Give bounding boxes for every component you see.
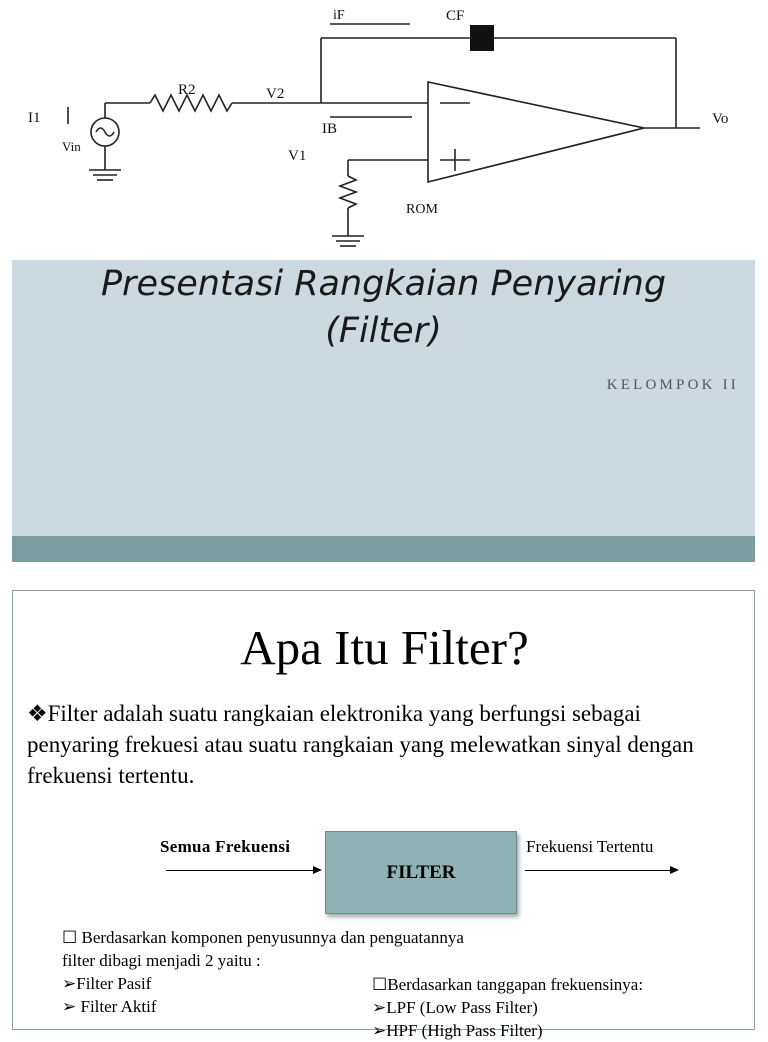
label-i1: I1 <box>28 110 41 126</box>
filter-box-label: FILTER <box>386 861 456 883</box>
left-list-item: ➢Filter Pasif <box>62 974 152 993</box>
label-vo: Vo <box>712 111 729 127</box>
right-list-item: ➢LPF (Low Pass Filter) <box>372 998 538 1017</box>
input-label: Semua Frekuensi <box>160 837 291 856</box>
bottom-band <box>12 536 755 562</box>
capacitor-cf-icon <box>470 25 494 51</box>
label-v1: V1 <box>288 148 307 164</box>
label-cf: CF <box>446 8 465 24</box>
slide-title-line1: Presentasi Rangkaian Penyaring <box>100 264 667 304</box>
label-rom: ROM <box>406 202 438 217</box>
slide-subtitle: KELOMPOK II <box>606 377 739 393</box>
output-arrow <box>525 870 673 871</box>
filter-box <box>325 831 517 914</box>
right-list-item: ➢HPF (High Pass Filter) <box>372 1021 543 1040</box>
slide-heading: Apa Itu Filter? <box>240 620 529 675</box>
left-list-heading-line1: ☐ Berdasarkan komponen penyusunnya dan penguatannya <box>62 928 464 947</box>
filter-block-diagram <box>158 829 698 921</box>
resistor-rom-icon <box>340 176 356 208</box>
op-amp-circuit-diagram <box>0 0 768 255</box>
left-list-heading-line2: filter dibagi menjadi 2 yaitu : <box>62 951 261 970</box>
output-arrowhead-icon <box>670 866 679 874</box>
left-list-item: ➢ Filter Aktif <box>62 997 157 1016</box>
label-if: iF <box>333 8 345 23</box>
input-arrowhead-icon <box>313 866 322 874</box>
definition-paragraph: ❖Filter adalah suatu rangkaian elektronika yang berfungsi sebagai penyaring frekuesi atau suatu rangkaian yang melewatkan sinyal dengan frekuensi tertentu. <box>27 701 694 788</box>
right-list-heading: ☐Berdasarkan tanggapan frekuensinya: <box>372 975 644 994</box>
label-v2: V2 <box>266 86 285 102</box>
content-slide <box>12 590 755 1040</box>
label-vin: Vin <box>62 139 81 154</box>
slide-title-line2: (Filter) <box>325 311 442 351</box>
op-amp-triangle-icon <box>428 82 644 182</box>
label-r2: R2 <box>178 82 196 98</box>
input-arrow <box>166 870 318 871</box>
output-label: Frekuensi Tertentu <box>526 837 654 856</box>
label-ib: IB <box>322 121 337 137</box>
title-slide <box>12 260 755 562</box>
